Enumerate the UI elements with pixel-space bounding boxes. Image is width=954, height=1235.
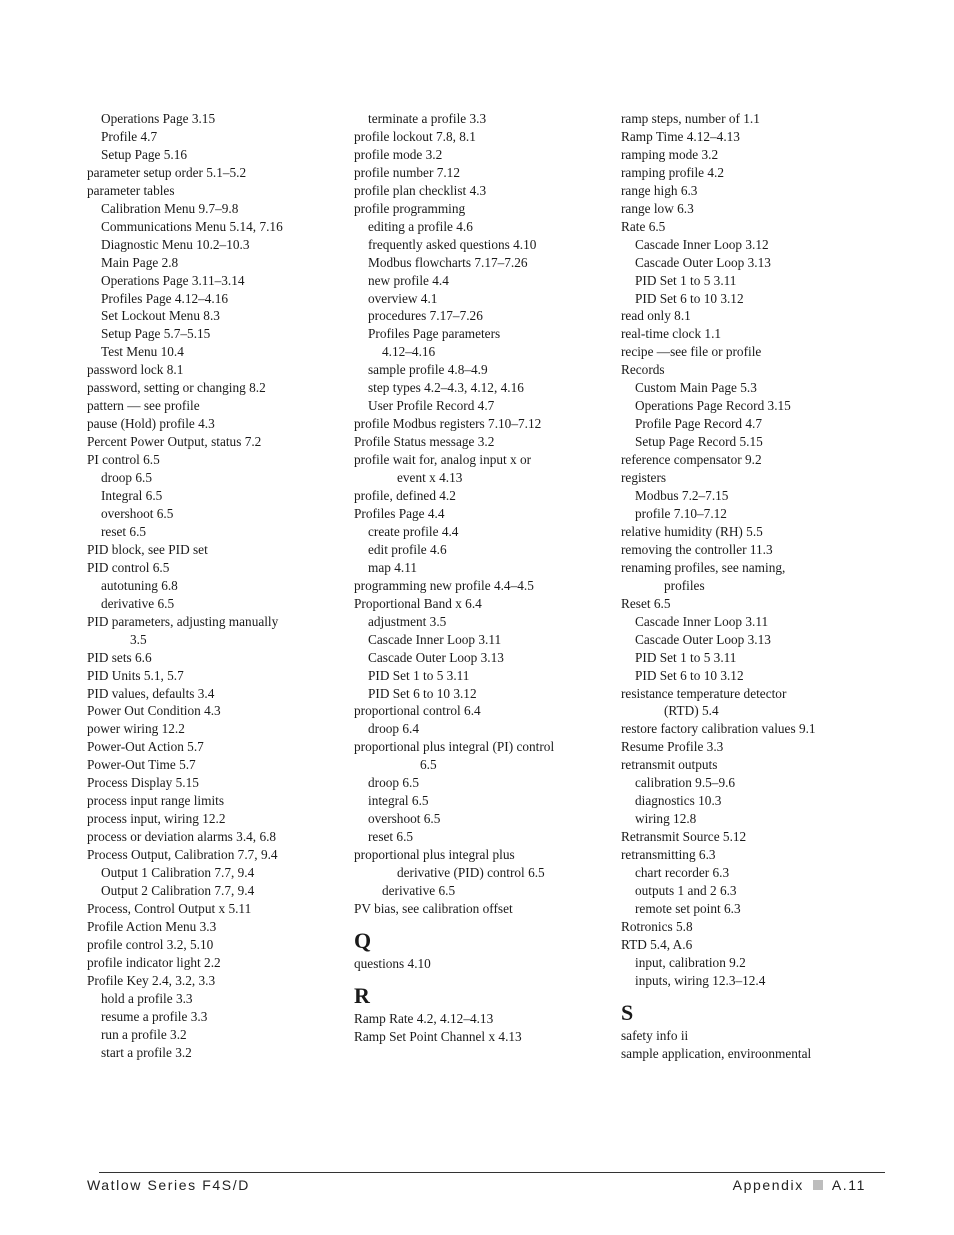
- index-entry: ramping profile 4.2: [621, 164, 725, 180]
- index-subentry: Operations Page 3.15: [101, 111, 216, 126]
- index-subentry: event x 4.13: [397, 470, 463, 486]
- index-entry: Percent Power Output, status 7.2: [87, 434, 262, 450]
- section-letter-heading: Q: [354, 927, 372, 953]
- index-entry: PV bias, see calibration offset: [354, 900, 513, 916]
- index-subentry: Calibration Menu 9.7–9.8: [101, 200, 239, 216]
- index-entry: Power-Out Action 5.7: [87, 739, 204, 755]
- section-letter-heading: S: [621, 999, 634, 1025]
- index-subentry: reset 6.5: [368, 829, 414, 845]
- index-entry: Profile Status message 3.2: [354, 434, 495, 450]
- index-entry: Process Output, Calibration 7.7, 9.4: [87, 847, 278, 863]
- index-entry: process or deviation alarms 3.4, 6.8: [87, 829, 277, 845]
- index-subentry: PID Set 6 to 10 3.12: [368, 685, 477, 701]
- index-subentry: wiring 12.8: [635, 811, 697, 827]
- index-subentry: Profile 4.7: [101, 128, 158, 144]
- index-entry: relative humidity (RH) 5.5: [621, 523, 763, 539]
- index-entry: pause (Hold) profile 4.3: [87, 416, 215, 432]
- index-entry: profile programming: [354, 200, 466, 216]
- index-subentry: Cascade Inner Loop 3.12: [635, 236, 769, 252]
- index-entry: proportional plus integral (PI) control: [354, 739, 555, 755]
- index-subentry: Custom Main Page 5.3: [635, 380, 757, 396]
- index-subentry: integral 6.5: [368, 793, 429, 809]
- index-subentry: reset 6.5: [101, 523, 147, 539]
- index-subentry: Operations Page 3.11–3.14: [101, 272, 245, 288]
- index-entry: Resume Profile 3.3: [621, 739, 724, 755]
- index-subentry: profiles: [664, 577, 705, 593]
- index-subentry: (RTD) 5.4: [664, 703, 719, 719]
- index-subentry: 6.5: [420, 757, 437, 773]
- index-column-1: [87, 110, 342, 1062]
- index-entry: reference compensator 9.2: [621, 452, 762, 468]
- index-subentry: start a profile 3.2: [101, 1044, 192, 1060]
- index-subentry: droop 6.5: [368, 775, 419, 791]
- index-subentry: remote set point 6.3: [635, 900, 741, 916]
- index-entry: process input, wiring 12.2: [87, 811, 226, 827]
- index-entry: profile, defined 4.2: [354, 488, 456, 504]
- index-entry: removing the controller 11.3: [621, 541, 773, 557]
- index-entry: Proportional Band x 6.4: [354, 595, 482, 611]
- index-subentry: derivative (PID) control 6.5: [397, 865, 545, 881]
- index-subentry: profile 7.10–7.12: [635, 505, 727, 521]
- index-entry: Rate 6.5: [621, 218, 666, 234]
- index-entry: Reset 6.5: [621, 595, 671, 611]
- index-subentry: Profiles Page parameters: [368, 326, 501, 342]
- index-subentry: chart recorder 6.3: [635, 865, 730, 881]
- index-subentry: adjustment 3.5: [368, 613, 447, 629]
- index-subentry: overshoot 6.5: [101, 505, 174, 521]
- index-entry: profile lockout 7.8, 8.1: [354, 128, 476, 144]
- index-entry: RTD 5.4, A.6: [621, 936, 693, 952]
- index-subentry: Modbus flowcharts 7.17–7.26: [368, 254, 528, 270]
- index-entry: ramp steps, number of 1.1: [621, 111, 760, 126]
- index-subentry: editing a profile 4.6: [368, 218, 473, 234]
- index-subentry: overview 4.1: [368, 290, 438, 306]
- index-entry: PID sets 6.6: [87, 649, 152, 665]
- index-entry: Ramp Time 4.12–4.13: [621, 128, 740, 144]
- index-entry: Profiles Page 4.4: [354, 505, 445, 521]
- index-entry: password, setting or changing 8.2: [87, 380, 266, 396]
- index-subentry: droop 6.5: [101, 470, 152, 486]
- index-column-2: [354, 110, 609, 1046]
- index-entry: profile indicator light 2.2: [87, 954, 221, 970]
- index-entry: Profile Key 2.4, 3.2, 3.3: [87, 972, 216, 988]
- index-entry: Power Out Condition 4.3: [87, 703, 221, 719]
- footer-page-info: [733, 1177, 866, 1193]
- index-entry: Retransmit Source 5.12: [621, 829, 747, 845]
- index-subentry: Setup Page 5.16: [101, 146, 188, 162]
- index-entry: PID parameters, adjusting manually: [87, 613, 279, 629]
- index-subentry: overshoot 6.5: [368, 811, 441, 827]
- index-subentry: Set Lockout Menu 8.3: [101, 308, 220, 324]
- index-subentry: Operations Page Record 3.15: [635, 398, 791, 414]
- index-entry: restore factory calibration values 9.1: [621, 721, 816, 737]
- index-subentry: calibration 9.5–9.6: [635, 775, 736, 791]
- index-subentry: procedures 7.17–7.26: [368, 308, 483, 324]
- index-subentry: create profile 4.4: [368, 523, 459, 539]
- index-subentry: edit profile 4.6: [368, 541, 447, 557]
- index-subentry: Cascade Outer Loop 3.13: [635, 631, 771, 647]
- index-entry: resistance temperature detector: [621, 685, 787, 701]
- index-subentry: outputs 1 and 2 6.3: [635, 882, 737, 898]
- index-entry: PI control 6.5: [87, 452, 160, 468]
- index-subentry: step types 4.2–4.3, 4.12, 4.16: [368, 380, 524, 396]
- index-subentry: User Profile Record 4.7: [368, 398, 495, 414]
- index-subentry: inputs, wiring 12.3–12.4: [635, 972, 766, 988]
- index-subentry: map 4.11: [368, 559, 417, 575]
- index-entry: profile control 3.2, 5.10: [87, 936, 214, 952]
- footer-title: Watlow Series F4S/D: [87, 1177, 250, 1193]
- index-entry: safety info ii: [621, 1027, 689, 1043]
- index-entry: real-time clock 1.1: [621, 326, 722, 342]
- index-subentry: frequently asked questions 4.10: [368, 236, 537, 252]
- index-entry: profile mode 3.2: [354, 146, 443, 162]
- index-subentry: 3.5: [130, 631, 147, 647]
- index-subentry: Cascade Inner Loop 3.11: [635, 613, 769, 629]
- index-entry: Ramp Set Point Channel x 4.13: [354, 1028, 522, 1044]
- index-entry: recipe —see file or profile: [621, 344, 762, 360]
- index-entry: Process, Control Output x 5.11: [87, 900, 252, 916]
- index-entry: PID block, see PID set: [87, 541, 208, 557]
- index-subentry: Modbus 7.2–7.15: [635, 488, 729, 504]
- index-subentry: diagnostics 10.3: [635, 793, 722, 809]
- index-entry: range high 6.3: [621, 182, 698, 198]
- index-entry: proportional control 6.4: [354, 703, 481, 719]
- index-subentry: Profiles Page 4.12–4.16: [101, 290, 229, 306]
- index-subentry: Diagnostic Menu 10.2–10.3: [101, 236, 250, 252]
- index-entry: password lock 8.1: [87, 362, 184, 378]
- index-entry: programming new profile 4.4–4.5: [354, 577, 534, 593]
- index-entry: PID Units 5.1, 5.7: [87, 667, 184, 683]
- footer-section-label: Appendix: [732, 1177, 804, 1193]
- index-entry: profile number 7.12: [354, 164, 460, 180]
- index-subentry: Cascade Inner Loop 3.11: [368, 631, 502, 647]
- index-subentry: resume a profile 3.3: [101, 1008, 208, 1024]
- index-subentry: Main Page 2.8: [101, 254, 179, 270]
- square-bullet-icon: [813, 1180, 823, 1190]
- index-entry: retransmit outputs: [621, 757, 718, 773]
- index-subentry: Setup Page 5.7–5.15: [101, 326, 211, 342]
- index-subentry: sample profile 4.8–4.9: [368, 362, 488, 378]
- index-entry: Records: [621, 362, 665, 378]
- index-entry: Process Display 5.15: [87, 775, 199, 791]
- index-entry: power wiring 12.2: [87, 721, 185, 737]
- index-subentry: Cascade Outer Loop 3.13: [368, 649, 504, 665]
- index-entry: ramping mode 3.2: [621, 146, 719, 162]
- index-entry: process input range limits: [87, 793, 225, 809]
- index-entry: Ramp Rate 4.2, 4.12–4.13: [354, 1010, 494, 1026]
- footer-rule: [99, 1172, 885, 1173]
- index-entry: profile wait for, analog input x or: [354, 452, 532, 468]
- index-subentry: Cascade Outer Loop 3.13: [635, 254, 771, 270]
- footer-page-number: A.11: [831, 1177, 866, 1193]
- section-letter-heading: R: [354, 982, 370, 1008]
- index-subentry: run a profile 3.2: [101, 1026, 187, 1042]
- index-subentry: PID Set 6 to 10 3.12: [635, 667, 744, 683]
- index-entry: parameter setup order 5.1–5.2: [87, 164, 247, 180]
- index-entry: PID control 6.5: [87, 559, 170, 575]
- index-entry: registers: [621, 470, 667, 486]
- index-subentry: Communications Menu 5.14, 7.16: [101, 218, 283, 234]
- index-subentry: Test Menu 10.4: [101, 344, 184, 360]
- index-subentry: derivative 6.5: [101, 595, 175, 611]
- index-subentry: PID Set 1 to 5 3.11: [635, 649, 737, 665]
- index-entry: retransmitting 6.3: [621, 847, 716, 863]
- index-subentry: PID Set 1 to 5 3.11: [368, 667, 470, 683]
- index-subentry: terminate a profile 3.3: [368, 111, 487, 126]
- index-entry: profile plan checklist 4.3: [354, 182, 487, 198]
- index-entry: read only 8.1: [621, 308, 691, 324]
- index-entry: Rotronics 5.8: [621, 918, 693, 934]
- index-entry: Profile Action Menu 3.3: [87, 918, 217, 934]
- index-subentry: Output 1 Calibration 7.7, 9.4: [101, 865, 255, 881]
- index-entry: range low 6.3: [621, 200, 694, 216]
- index-subentry: Output 2 Calibration 7.7, 9.4: [101, 882, 255, 898]
- index-subentry: PID Set 6 to 10 3.12: [635, 290, 744, 306]
- index-subentry: derivative 6.5: [382, 882, 456, 898]
- index-subentry: Profile Page Record 4.7: [635, 416, 763, 432]
- index-subentry: PID Set 1 to 5 3.11: [635, 272, 737, 288]
- index-entry: questions 4.10: [354, 955, 431, 971]
- index-subentry: autotuning 6.8: [101, 577, 178, 593]
- index-entry: sample application, enviroonmental: [621, 1045, 812, 1061]
- index-subentry: hold a profile 3.3: [101, 990, 193, 1006]
- index-entry: renaming profiles, see naming,: [621, 559, 786, 575]
- index-entry: Power-Out Time 5.7: [87, 757, 196, 773]
- index-subentry: droop 6.4: [368, 721, 419, 737]
- index-column-3: [621, 110, 881, 1063]
- index-subentry: Integral 6.5: [101, 488, 163, 504]
- index-subentry: 4.12–4.16: [382, 344, 436, 360]
- index-entry: proportional plus integral plus: [354, 847, 515, 863]
- index-entry: PID values, defaults 3.4: [87, 685, 215, 701]
- index-subentry: input, calibration 9.2: [635, 954, 746, 970]
- index-entry: profile Modbus registers 7.10–7.12: [354, 416, 542, 432]
- index-subentry: new profile 4.4: [368, 272, 449, 288]
- index-entry: parameter tables: [87, 182, 175, 198]
- index-subentry: Setup Page Record 5.15: [635, 434, 763, 450]
- index-entry: pattern — see profile: [87, 398, 200, 414]
